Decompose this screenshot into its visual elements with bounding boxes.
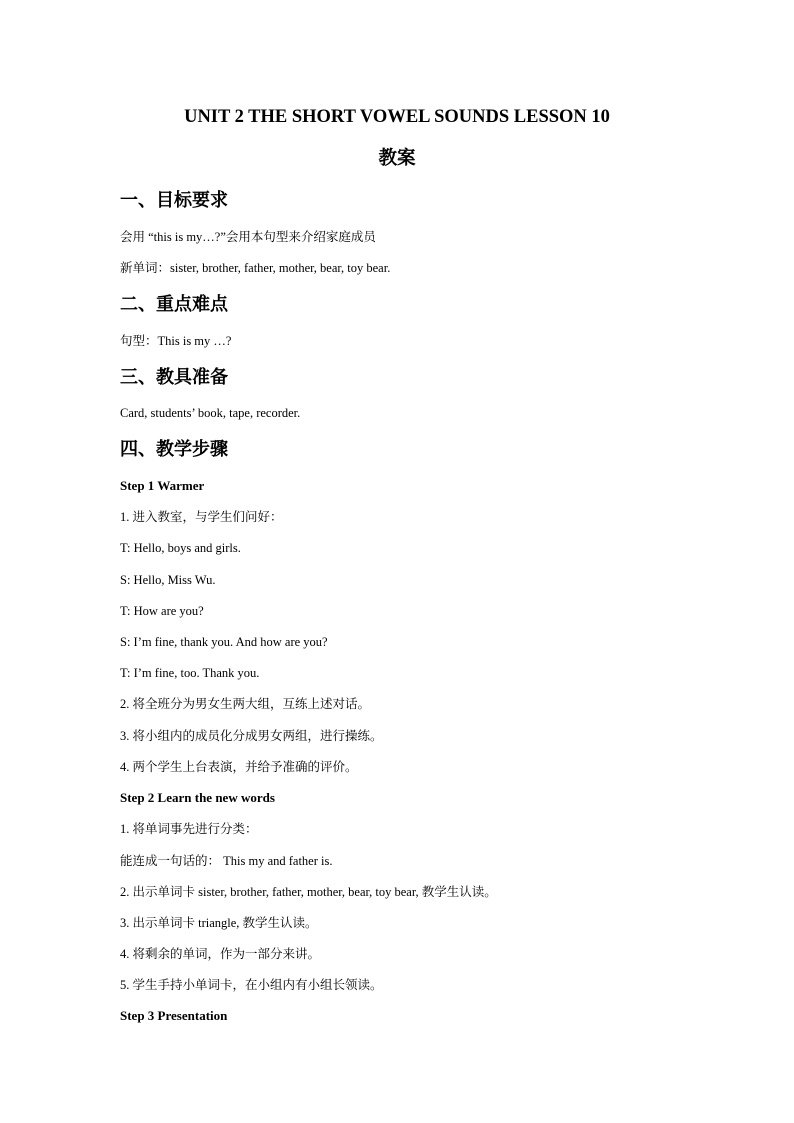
step-1-line-8: 3. 将小组内的成员化分成男女两组，进行操练。 (120, 729, 383, 743)
section-heading-objectives: 一、目标要求 (120, 190, 228, 211)
step-2-line-1: 1. 将单词事先进行分类： (120, 822, 258, 836)
step-1-title: Step 1 Warmer (120, 478, 205, 493)
section-heading-materials: 三、教具准备 (120, 367, 228, 388)
step-1-line-4: T: How are you? (120, 604, 204, 618)
step-2-line-2: 能连成一句话的： This my and father is. (120, 854, 333, 868)
objectives-line-2: 新单词：sister, brother, father, mother, bear, toy bear. (120, 261, 391, 275)
step-2-line-5: 4. 将剩余的单词，作为一部分来讲。 (120, 947, 321, 961)
step-1-line-6: T: I’m fine, too. Thank you. (120, 666, 260, 680)
section-heading-teaching-steps: 四、教学步骤 (120, 439, 228, 460)
step-2-title: Step 2 Learn the new words (120, 790, 275, 805)
step-2-line-3: 2. 出示单词卡 sister, brother, father, mother, bear, toy bear, 教学生认读。 (120, 885, 497, 899)
step-1-line-9: 4. 两个学生上台表演，并给予准确的评价。 (120, 760, 358, 774)
step-3-title: Step 3 Presentation (120, 1008, 228, 1023)
document-title: UNIT 2 THE SHORT VOWEL SOUNDS LESSON 10 (184, 107, 610, 127)
materials-line-1: Card, students’ book, tape, recorder. (120, 406, 301, 420)
step-1-line-1: 1. 进入教室，与学生们问好： (120, 510, 283, 524)
step-2-line-6: 5. 学生手持小单词卡，在小组内有小组长领读。 (120, 978, 383, 992)
section-heading-key-points: 二、重点难点 (120, 294, 228, 315)
step-1-line-5: S: I’m fine, thank you. And how are you? (120, 635, 328, 649)
key-points-line-1: 句型：This is my …? (120, 334, 232, 348)
step-1-line-7: 2. 将全班分为男女生两大组，互练上述对话。 (120, 697, 371, 711)
step-1-line-3: S: Hello, Miss Wu. (120, 573, 216, 587)
step-2-line-4: 3. 出示单词卡 triangle, 教学生认读。 (120, 916, 318, 930)
document-subtitle: 教案 (378, 149, 416, 169)
step-1-line-2: T: Hello, boys and girls. (120, 541, 241, 555)
objectives-line-1: 会用 “this is my…?”会用本句型来介绍家庭成员 (120, 230, 376, 244)
